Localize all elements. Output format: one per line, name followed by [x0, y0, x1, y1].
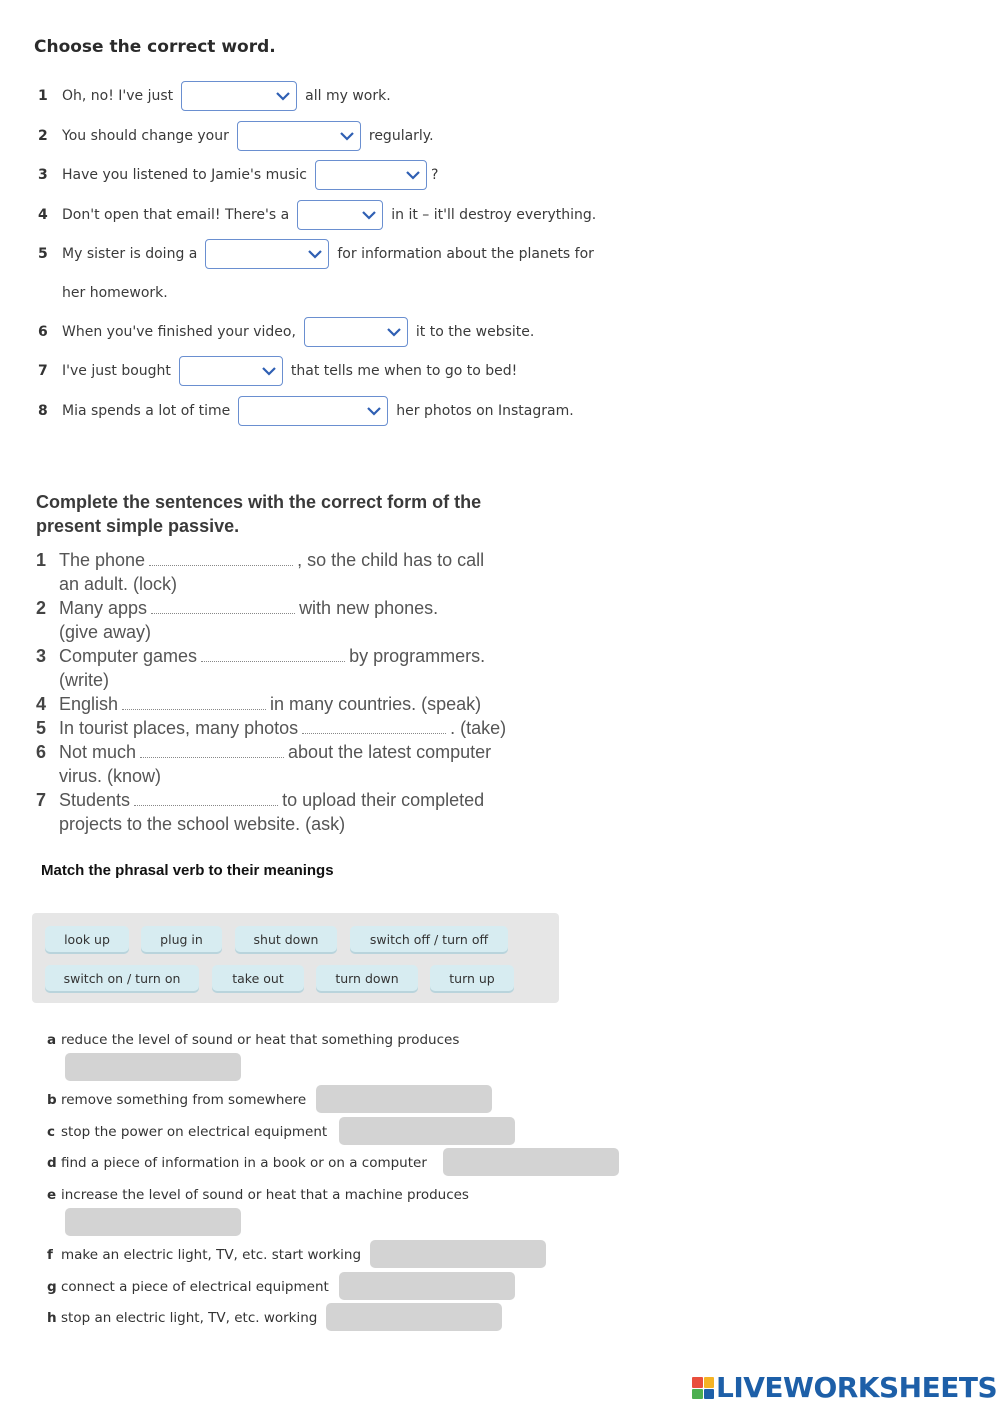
- meaning-text: find a piece of information in a book or on a computer: [61, 1155, 427, 1171]
- question-number: 2: [38, 128, 48, 144]
- logo-text: LIVEWORKSHEETS: [716, 1371, 998, 1404]
- answer-drop-zone[interactable]: [326, 1303, 502, 1331]
- meaning-row: [47, 1309, 317, 1327]
- answer-blank-input[interactable]: [151, 596, 295, 614]
- section2-title: Complete the sentences with the correct form of the present simple passive.: [36, 492, 482, 536]
- meaning-letter: g: [47, 1279, 57, 1295]
- word-chip[interactable]: switch off / turn off: [350, 926, 508, 952]
- sentence-line2: virus. (know): [59, 766, 162, 786]
- meaning-letter: f: [47, 1247, 53, 1263]
- answer-dropdown[interactable]: [205, 239, 329, 269]
- sentence-text-before: Computer games: [59, 646, 198, 666]
- question-text-after: all my work.: [305, 88, 391, 104]
- meaning-row: [47, 1186, 469, 1204]
- meaning-row: [47, 1278, 329, 1296]
- meaning-letter: b: [47, 1092, 57, 1108]
- word-chip[interactable]: switch on / turn on: [45, 965, 199, 991]
- chevron-down-icon: [406, 171, 420, 180]
- word-bank: [32, 913, 559, 1003]
- word-chip[interactable]: turn up: [430, 965, 514, 991]
- answer-blank-input[interactable]: [140, 740, 284, 758]
- meaning-letter: e: [47, 1187, 57, 1203]
- question-number: 5: [38, 246, 48, 262]
- meaning-row: [47, 1154, 427, 1172]
- sentence-number: 1: [36, 550, 47, 570]
- sentence-line2: an adult. (lock): [59, 574, 178, 594]
- question-text-after: it to the website.: [415, 324, 535, 340]
- question-number: 1: [38, 88, 48, 104]
- answer-dropdown[interactable]: [315, 160, 427, 190]
- question-number: 8: [38, 403, 48, 419]
- question-text-after: that tells me when to go to bed!: [290, 363, 518, 379]
- word-chip[interactable]: look up: [45, 926, 129, 952]
- answer-drop-zone[interactable]: [65, 1208, 241, 1236]
- meaning-letter: c: [47, 1124, 56, 1140]
- sentence-text-before: In tourist places, many photos: [59, 718, 299, 738]
- logo-mark-icon: [692, 1377, 714, 1399]
- answer-blank-input[interactable]: [201, 644, 345, 662]
- word-chip[interactable]: take out: [212, 965, 304, 991]
- answer-drop-zone[interactable]: [65, 1053, 241, 1081]
- sentence-text-after: about the latest computer: [288, 742, 492, 762]
- meaning-text: stop an electric light, TV, etc. working: [61, 1310, 318, 1326]
- meaning-text: stop the power on electrical equipment: [61, 1124, 328, 1140]
- answer-dropdown[interactable]: [237, 121, 361, 151]
- sentence-text-before: The phone: [59, 550, 146, 570]
- sentence-text-after: in many countries. (speak): [270, 694, 482, 714]
- sentence-text-after: to upload their completed: [282, 790, 485, 810]
- question-row: [38, 81, 391, 111]
- meaning-letter: d: [47, 1155, 57, 1171]
- chevron-down-icon: [340, 132, 354, 141]
- meaning-row: [47, 1123, 327, 1141]
- sentence-number: 5: [36, 718, 47, 738]
- meaning-letter: h: [47, 1310, 57, 1326]
- answer-drop-zone[interactable]: [443, 1148, 619, 1176]
- sentence-item: [36, 740, 491, 788]
- meaning-text: remove something from somewhere: [61, 1092, 307, 1108]
- liveworksheets-logo: [692, 1372, 997, 1404]
- meaning-row: [47, 1091, 306, 1109]
- question-text-before: My sister is doing a: [62, 246, 198, 262]
- sentence-text-after: by programmers.: [349, 646, 486, 666]
- question-text-before: Have you listened to Jamie's music: [62, 167, 307, 183]
- sentence-text-before: English: [59, 694, 119, 714]
- sentence-item: [36, 788, 484, 836]
- chevron-down-icon: [262, 367, 276, 376]
- sentence-line2: (give away): [59, 622, 152, 642]
- sentence-item: [36, 596, 438, 644]
- sentence-text-after: . (take): [450, 718, 507, 738]
- meaning-text: connect a piece of electrical equipment: [61, 1279, 329, 1295]
- sentence-item: [36, 716, 506, 740]
- question-text-before: Don't open that email! There's a: [62, 207, 290, 223]
- question-row: [38, 160, 438, 190]
- question-text-after: her photos on Instagram.: [396, 403, 574, 419]
- section3-title: Match the phrasal verb to their meanings: [41, 862, 334, 879]
- answer-blank-input[interactable]: [149, 548, 293, 566]
- question-number: 4: [38, 207, 48, 223]
- question-number: 7: [38, 363, 48, 379]
- answer-dropdown[interactable]: [304, 317, 408, 347]
- question-row: [38, 200, 596, 230]
- answer-blank-input[interactable]: [122, 692, 266, 710]
- question-row: [38, 121, 434, 151]
- answer-drop-zone[interactable]: [370, 1240, 546, 1268]
- answer-drop-zone[interactable]: [316, 1085, 492, 1113]
- question-text-after: regularly.: [368, 128, 434, 144]
- answer-drop-zone[interactable]: [339, 1117, 515, 1145]
- chevron-down-icon: [276, 92, 290, 101]
- sentence-line2: projects to the school website. (ask): [59, 814, 346, 834]
- sentence-text-before: Students: [59, 790, 131, 810]
- sentence-item: [36, 548, 484, 596]
- sentence-number: 6: [36, 742, 47, 762]
- chevron-down-icon: [308, 250, 322, 259]
- answer-dropdown[interactable]: [238, 396, 388, 426]
- question-text-before: Mia spends a lot of time: [62, 403, 231, 419]
- sentence-number: 4: [36, 694, 47, 714]
- sentence-number: 3: [36, 646, 47, 666]
- question-row: [38, 239, 594, 269]
- question-text-after: in it – it'll destroy everything.: [391, 207, 597, 223]
- sentence-number: 2: [36, 598, 47, 618]
- question-row: [38, 356, 517, 386]
- word-chip[interactable]: plug in: [141, 926, 222, 952]
- meaning-row: [47, 1031, 459, 1049]
- answer-blank-input[interactable]: [134, 788, 278, 806]
- meaning-text: make an electric light, TV, etc. start working: [61, 1247, 362, 1263]
- question-text-before: You should change your: [62, 128, 229, 144]
- word-chip[interactable]: shut down: [235, 926, 337, 952]
- sentence-number: 7: [36, 790, 47, 810]
- sentence-text-before: Many apps: [59, 598, 148, 618]
- sentence-item: [36, 692, 481, 716]
- sentence-line2: (write): [59, 670, 109, 690]
- word-chip[interactable]: turn down: [316, 965, 418, 991]
- sentence-item: [36, 644, 485, 692]
- chevron-down-icon: [367, 407, 381, 416]
- chevron-down-icon: [362, 211, 376, 220]
- sentence-text-after: with new phones.: [299, 598, 439, 618]
- answer-dropdown[interactable]: [297, 200, 383, 230]
- question-number: 3: [38, 167, 48, 183]
- answer-blank-input[interactable]: [302, 716, 446, 734]
- question-text-before: Oh, no! I've just: [62, 88, 174, 104]
- chevron-down-icon: [387, 328, 401, 337]
- answer-drop-zone[interactable]: [339, 1272, 515, 1300]
- sentence-text-before: Not much: [59, 742, 137, 762]
- answer-dropdown[interactable]: [179, 356, 283, 386]
- question-number: 6: [38, 324, 48, 340]
- meaning-letter: a: [47, 1032, 57, 1048]
- question-text-after: for information about the planets for: [337, 246, 594, 262]
- question-text-before: When you've finished your video,: [62, 324, 296, 340]
- meaning-text: reduce the level of sound or heat that something produces: [61, 1032, 460, 1048]
- meaning-text: increase the level of sound or heat that a machine produces: [61, 1187, 469, 1203]
- question-text-before: I've just bought: [62, 363, 171, 379]
- sentence-text-after: , so the child has to call: [297, 550, 485, 570]
- question-row: [38, 317, 534, 347]
- section1-title: Choose the correct word.: [34, 37, 276, 57]
- question-text-continuation: her homework.: [62, 285, 168, 301]
- meaning-row: [47, 1246, 361, 1264]
- question-row: [38, 396, 574, 426]
- question-text-after: ?: [430, 167, 439, 183]
- answer-dropdown[interactable]: [181, 81, 297, 111]
